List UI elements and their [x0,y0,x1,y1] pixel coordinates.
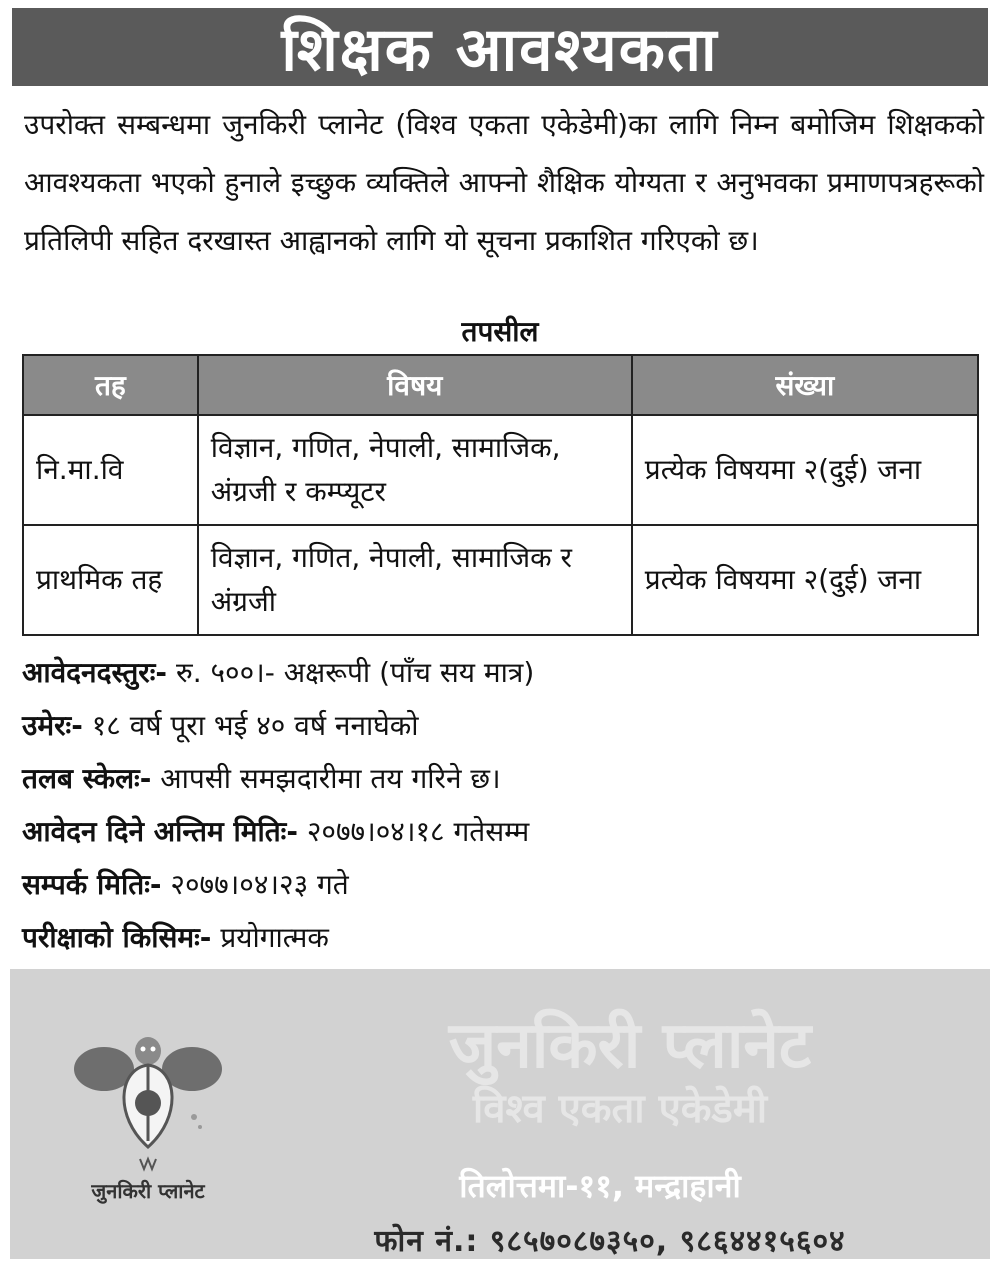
logo [58,1007,238,1217]
info-value: रु. ५००।- अक्षरूपी (पाँच सय मात्र) [175,656,535,689]
table-row [23,415,978,525]
phone-numbers: फोन नं.: ९८५७०८७३५०, ९८६४४१५६०४ [374,1224,846,1259]
info-value: १८ वर्ष पूरा भई ४० वर्ष ननाघेको [91,709,419,742]
header-level: तह [23,355,198,415]
details-table [22,354,979,636]
header-count: संख्या [632,355,978,415]
address: तिलोत्तमा-११, मन्द्राहानी [459,1167,741,1205]
info-label: आवेदन दिने अन्तिम मितिः- [22,815,298,848]
info-value: २०७७।०४।१८ गतेसम्म [306,815,530,848]
info-row-contact-date [22,858,982,911]
footer-panel [10,969,990,1259]
count-cell: प्रत्येक विषयमा २(दुई) जना [632,415,978,525]
table-row [23,525,978,635]
subject-cell: विज्ञान, गणित, नेपाली, सामाजिक, अंग्रजी र कम्प्यूटर [198,415,632,525]
info-value: २०७७।०४।२३ गते [170,868,349,901]
info-row-exam-type [22,911,982,964]
page-title: शिक्षक आवश्यकता [281,15,719,85]
level-cell: नि.मा.वि [23,415,198,525]
info-row-deadline [22,805,982,858]
table-caption: तपसील [461,315,539,348]
brand-name: जुनकिरी प्लानेट [448,1009,812,1083]
level-cell: प्राथमिक तह [23,525,198,635]
info-label: सम्पर्क मितिः- [22,868,162,901]
info-row-fee [22,646,982,699]
title-banner [12,8,988,86]
count-cell: प्रत्येक विषयमा २(दुई) जना [632,525,978,635]
info-label: परीक्षाको किसिमः- [22,921,212,954]
brand-subtitle: विश्व एकता एकेडेमी [472,1086,768,1132]
firefly-pen-logo-icon [70,1007,226,1172]
table-header-row [23,355,978,415]
info-row-salary [22,752,982,805]
info-value: प्रयोगात्मक [220,921,329,954]
info-label: उमेरः- [22,709,83,742]
logo-caption: जुनकिरी प्लानेट [91,1179,205,1203]
info-label: आवेदनदस्तुरः- [22,656,168,689]
info-value: आपसी समझदारीमा तय गरिने छ। [160,762,501,795]
intro-paragraph: उपरोक्त सम्बन्धमा जुनकिरी प्लानेट (विश्व एकता एकेडेमी)का लागि निम्न बमोजिम शिक्षकको आवश्यकता भएको हुनाले इच्छुक व्यक्तिले आफ्नो शैक्षिक योग्यता र अनुभवका प्रमाणपत्रहरूको प्रतिलिपी सहित दरखास्त आह्वानको लागि यो सूचना प्रकाशित गरिएको छ। [24,108,984,257]
header-subject: विषय [198,355,632,415]
info-list [22,646,982,964]
subject-cell: विज्ञान, गणित, नेपाली, सामाजिक र अंग्रजी [198,525,632,635]
info-row-age [22,699,982,752]
info-label: तलब स्केलः- [22,762,152,795]
